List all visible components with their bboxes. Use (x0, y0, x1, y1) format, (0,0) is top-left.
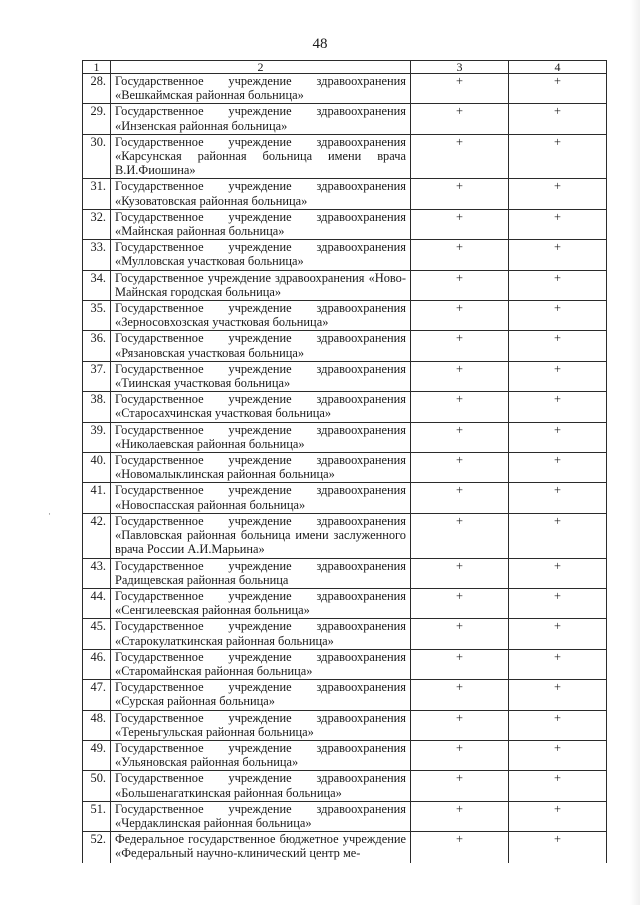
institution-name: Государственное учреждение здравоохранения «Павловская районная больница имени заслуженного врача России А.И.Марьина» (111, 513, 411, 558)
table-row (83, 331, 607, 361)
column-3-mark: + (411, 680, 509, 710)
column-4-mark: + (509, 588, 607, 618)
column-4-mark: + (509, 361, 607, 391)
column-3-mark: + (411, 331, 509, 361)
row-number: 49. (83, 740, 111, 770)
column-4-mark: + (509, 453, 607, 483)
table-row (83, 209, 607, 239)
row-number: 30. (83, 134, 111, 179)
table-row (83, 240, 607, 270)
column-4-mark: + (509, 331, 607, 361)
column-3-mark: + (411, 619, 509, 649)
institution-name: Государственное учреждение здравоохранения «Новомалыклинская районная больница» (111, 453, 411, 483)
row-number: 52. (83, 832, 111, 864)
column-4-mark: + (509, 801, 607, 831)
column-3-mark: + (411, 301, 509, 331)
column-3-mark: + (411, 240, 509, 270)
table-row (83, 483, 607, 513)
column-4-mark: + (509, 649, 607, 679)
column-4-mark: + (509, 680, 607, 710)
row-number: 51. (83, 801, 111, 831)
row-number: 35. (83, 301, 111, 331)
table-row (83, 513, 607, 558)
row-number: 29. (83, 104, 111, 134)
table-row (83, 270, 607, 300)
column-3-mark: + (411, 422, 509, 452)
institution-name: Государственное учреждение здравоохранения «Старомайнская районная больница» (111, 649, 411, 679)
institution-name: Государственное учреждение здравоохранения «Зерносовхозская участковая больница» (111, 301, 411, 331)
column-3-mark: + (411, 710, 509, 740)
table-row (83, 710, 607, 740)
column-3-mark: + (411, 134, 509, 179)
table-row (83, 392, 607, 422)
table-row (83, 619, 607, 649)
row-number: 28. (83, 74, 111, 104)
institution-name: Государственное учреждение здравоохранения «Николаевская районная больница» (111, 422, 411, 452)
institution-name: Государственное учреждение здравоохранения «Новоспасская районная больница» (111, 483, 411, 513)
table-body (83, 61, 607, 864)
row-number: 50. (83, 771, 111, 801)
column-4-mark: + (509, 209, 607, 239)
institution-name: Государственное учреждение здравоохранения «Сенгилеевская районная больница» (111, 588, 411, 618)
row-number: 34. (83, 270, 111, 300)
institution-name: Государственное учреждение здравоохранения «Мулловская участковая больница» (111, 240, 411, 270)
table-row (83, 453, 607, 483)
page-number: 48 (312, 36, 328, 52)
header-cell-4: 4 (509, 61, 607, 74)
column-3-mark: + (411, 771, 509, 801)
row-number: 46. (83, 649, 111, 679)
row-number: 48. (83, 710, 111, 740)
column-4-mark: + (509, 740, 607, 770)
table-row (83, 179, 607, 209)
row-number: 38. (83, 392, 111, 422)
table-row (83, 649, 607, 679)
row-number: 47. (83, 680, 111, 710)
institution-name: Государственное учреждение здравоохранения «Сурская районная больница» (111, 680, 411, 710)
row-number: 37. (83, 361, 111, 391)
column-4-mark: + (509, 832, 607, 864)
table-row (83, 361, 607, 391)
column-3-mark: + (411, 179, 509, 209)
row-number: 39. (83, 422, 111, 452)
table-row (83, 74, 607, 104)
row-number: 43. (83, 558, 111, 588)
institution-name: Государственное учреждение здравоохранения «Старокулаткинская районная больница» (111, 619, 411, 649)
column-4-mark: + (509, 619, 607, 649)
column-4-mark: + (509, 74, 607, 104)
scan-edge-shadow (630, 0, 640, 905)
row-number: 36. (83, 331, 111, 361)
institution-name: Государственное учреждение здравоохранения «Инзенская районная больница» (111, 104, 411, 134)
column-3-mark: + (411, 513, 509, 558)
table-row (83, 134, 607, 179)
column-3-mark: + (411, 558, 509, 588)
header-cell-3: 3 (411, 61, 509, 74)
institution-name: Государственное учреждение здравоохранения «Рязановская участковая больница» (111, 331, 411, 361)
row-number: 33. (83, 240, 111, 270)
table-row (83, 104, 607, 134)
column-3-mark: + (411, 649, 509, 679)
institution-name: Государственное учреждение здравоохранения «Чердаклинская районная больница» (111, 801, 411, 831)
column-4-mark: + (509, 558, 607, 588)
column-4-mark: + (509, 710, 607, 740)
header-cell-1: 1 (83, 61, 111, 74)
institution-name: Государственное учреждение здравоохранения «Ново-Майнская городская больница» (111, 270, 411, 300)
column-3-mark: + (411, 483, 509, 513)
table-row (83, 588, 607, 618)
institution-name: Государственное учреждение здравоохранения «Тереньгульская районная больница» (111, 710, 411, 740)
table-row (83, 801, 607, 831)
institution-name: Государственное учреждение здравоохранения «Вешкаймская районная больница» (111, 74, 411, 104)
column-4-mark: + (509, 422, 607, 452)
table-row (83, 422, 607, 452)
row-number: 32. (83, 209, 111, 239)
institution-name: Государственное учреждение здравоохранения Радищевская районная больница (111, 558, 411, 588)
column-3-mark: + (411, 361, 509, 391)
column-3-mark: + (411, 801, 509, 831)
table-row (83, 771, 607, 801)
column-3-mark: + (411, 740, 509, 770)
institution-name: Государственное учреждение здравоохранения «Карсунская районная больница имени врача В.И.Фиошина» (111, 134, 411, 179)
row-number: 41. (83, 483, 111, 513)
row-number: 31. (83, 179, 111, 209)
column-3-mark: + (411, 104, 509, 134)
hospital-table (82, 60, 607, 863)
institution-name: Государственное учреждение здравоохранения «Старосахчинская участковая больница» (111, 392, 411, 422)
column-4-mark: + (509, 301, 607, 331)
column-4-mark: + (509, 270, 607, 300)
institution-name: Государственное учреждение здравоохранения «Тиинская участковая больница» (111, 361, 411, 391)
column-3-mark: + (411, 588, 509, 618)
table-header-row (83, 61, 607, 74)
row-number: 44. (83, 588, 111, 618)
column-3-mark: + (411, 270, 509, 300)
row-number: 45. (83, 619, 111, 649)
table-row (83, 740, 607, 770)
table-row (83, 680, 607, 710)
column-3-mark: + (411, 74, 509, 104)
institution-name: Федеральное государственное бюджетное учреждение «Федеральный научно-клинический центр ме- (111, 832, 411, 864)
column-4-mark: + (509, 134, 607, 179)
column-3-mark: + (411, 392, 509, 422)
column-4-mark: + (509, 179, 607, 209)
institution-name: Государственное учреждение здравоохранения «Майнская районная больница» (111, 209, 411, 239)
column-4-mark: + (509, 513, 607, 558)
column-4-mark: + (509, 771, 607, 801)
column-4-mark: + (509, 392, 607, 422)
column-4-mark: + (509, 483, 607, 513)
table-row (83, 301, 607, 331)
header-cell-2: 2 (111, 61, 411, 74)
column-4-mark: + (509, 104, 607, 134)
scan-artifact: · (48, 509, 51, 519)
institution-name: Государственное учреждение здравоохранения «Ульяновская районная больница» (111, 740, 411, 770)
column-3-mark: + (411, 832, 509, 864)
table-row (83, 832, 607, 864)
column-3-mark: + (411, 209, 509, 239)
table-row (83, 558, 607, 588)
column-4-mark: + (509, 240, 607, 270)
column-3-mark: + (411, 453, 509, 483)
institution-name: Государственное учреждение здравоохранения «Кузоватовская районная больница» (111, 179, 411, 209)
institution-name: Государственное учреждение здравоохранения «Большенагаткинская районная больница» (111, 771, 411, 801)
row-number: 40. (83, 453, 111, 483)
row-number: 42. (83, 513, 111, 558)
